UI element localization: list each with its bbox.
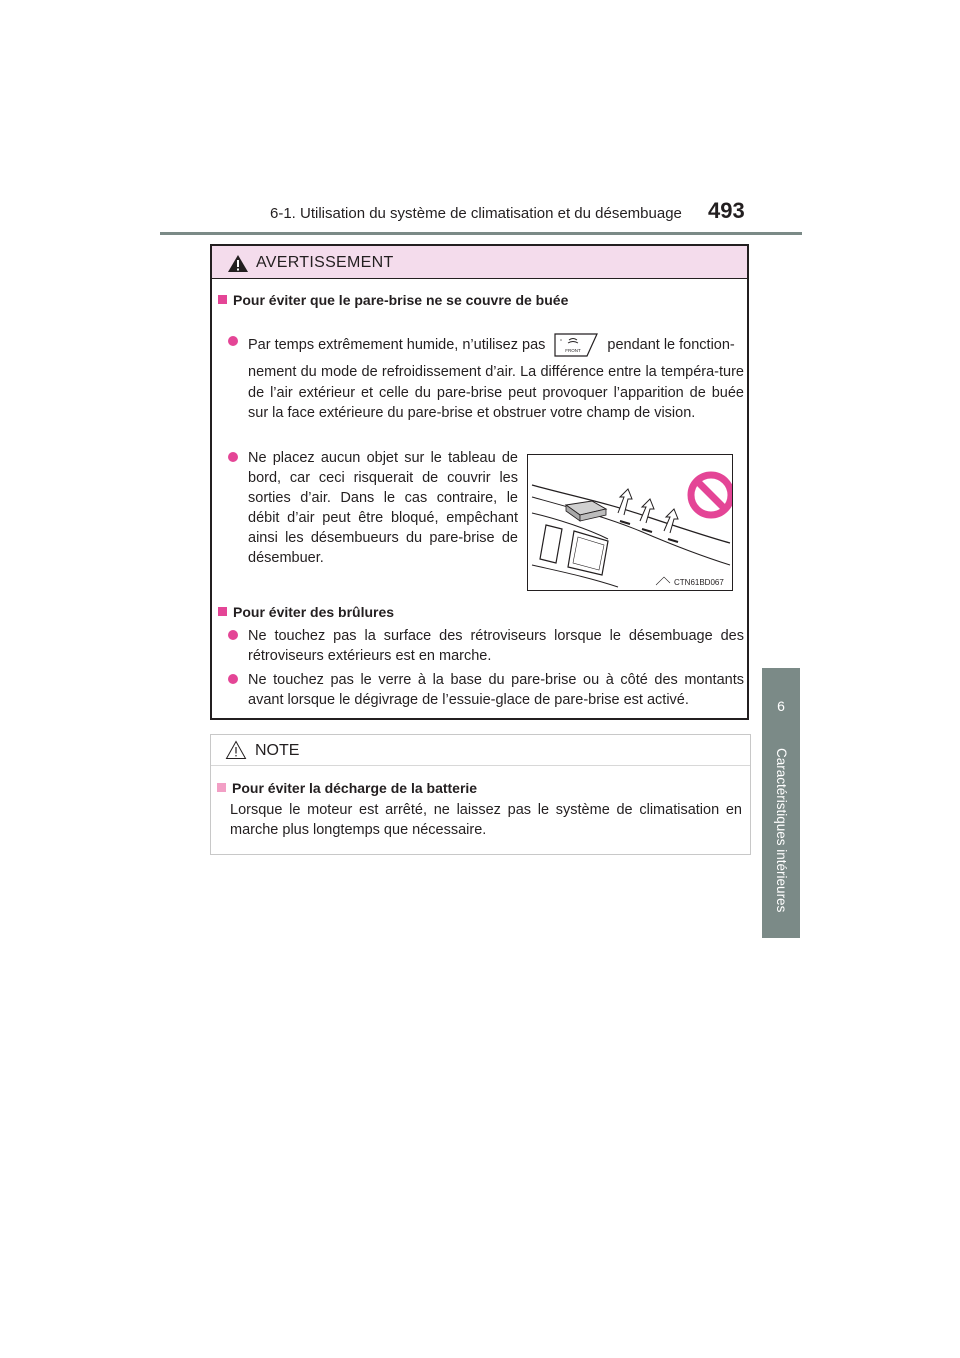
chapter-number: 6 (777, 698, 785, 714)
page-number: 493 (708, 198, 745, 223)
note-title: NOTE (255, 742, 300, 759)
section-title-burns: Pour éviter des brûlures (218, 604, 394, 620)
warning-header (212, 246, 747, 279)
front-defogger-button-icon (553, 332, 599, 358)
bullet-humid: Par temps extrêmement humide, n’utilisez pas FRONT ° pendant le fonction- (228, 332, 744, 358)
dashboard-illustration (527, 454, 733, 591)
bullet-mirrors: Ne touchez pas la surface des rétroviseurs lorsque le désembuage des rétroviseurs extérieurs est en marche. (228, 626, 744, 666)
note-text: Lorsque le moteur est arrêté, ne laissez pas le système de climatisation en marche plus longtemps que nécessaire. (230, 802, 742, 838)
bullet-wiper-deicer: Ne touchez pas le verre à la base du pare-brise ou à côté des montants avant lorsque le dégivrage de l’essuie-glace de pare-brise est activé. (228, 670, 744, 710)
svg-text:FRONT: FRONT (565, 348, 582, 353)
dashboard-vents-image (528, 455, 732, 590)
bullet-dot (228, 630, 238, 640)
note-box (210, 734, 751, 855)
section-marker (217, 783, 226, 792)
bullet-dot (228, 674, 238, 684)
bullet-dot (228, 452, 238, 462)
caution-triangle-icon (225, 740, 247, 760)
warning-triangle-icon (227, 254, 249, 273)
section-title-fog: Pour éviter que le pare-brise ne se couvre de buée (218, 292, 568, 308)
section-marker (218, 295, 227, 304)
chapter-tab (762, 668, 800, 938)
chapter-label: Caractéristiques intérieures (774, 748, 789, 913)
warning-title: AVERTISSEMENT (256, 254, 394, 271)
section-marker (218, 607, 227, 616)
figure-code: CTN61BD067 (674, 578, 724, 587)
note-section-title: Pour éviter la décharge de la batterie (217, 780, 477, 796)
svg-text:°: ° (560, 339, 563, 345)
header-rule (160, 232, 802, 235)
header-title: 6-1. Utilisation du système de climatisation et du désembuage (270, 205, 682, 222)
note-header (211, 735, 750, 766)
warning-box (210, 244, 749, 720)
bullet-humid-continued: nement du mode de refroidissement d’air. La différence entre la tempéra-ture de l’air extérieur et celle du pare-brise peut provoquer l’apparition de buée sur la face extérieure du pare-brise et obstruer votre champ de vision. (248, 364, 744, 421)
bullet-dot (228, 336, 238, 346)
bullet-dashboard: Ne placez aucun objet sur le tableau de bord, car ceci risquerait de couvrir les sorties d’air. Dans le cas contraire, le débit d’air peut être bloqué, empêchant ainsi les désembueurs du pare-brise de désembuer. (228, 448, 518, 568)
